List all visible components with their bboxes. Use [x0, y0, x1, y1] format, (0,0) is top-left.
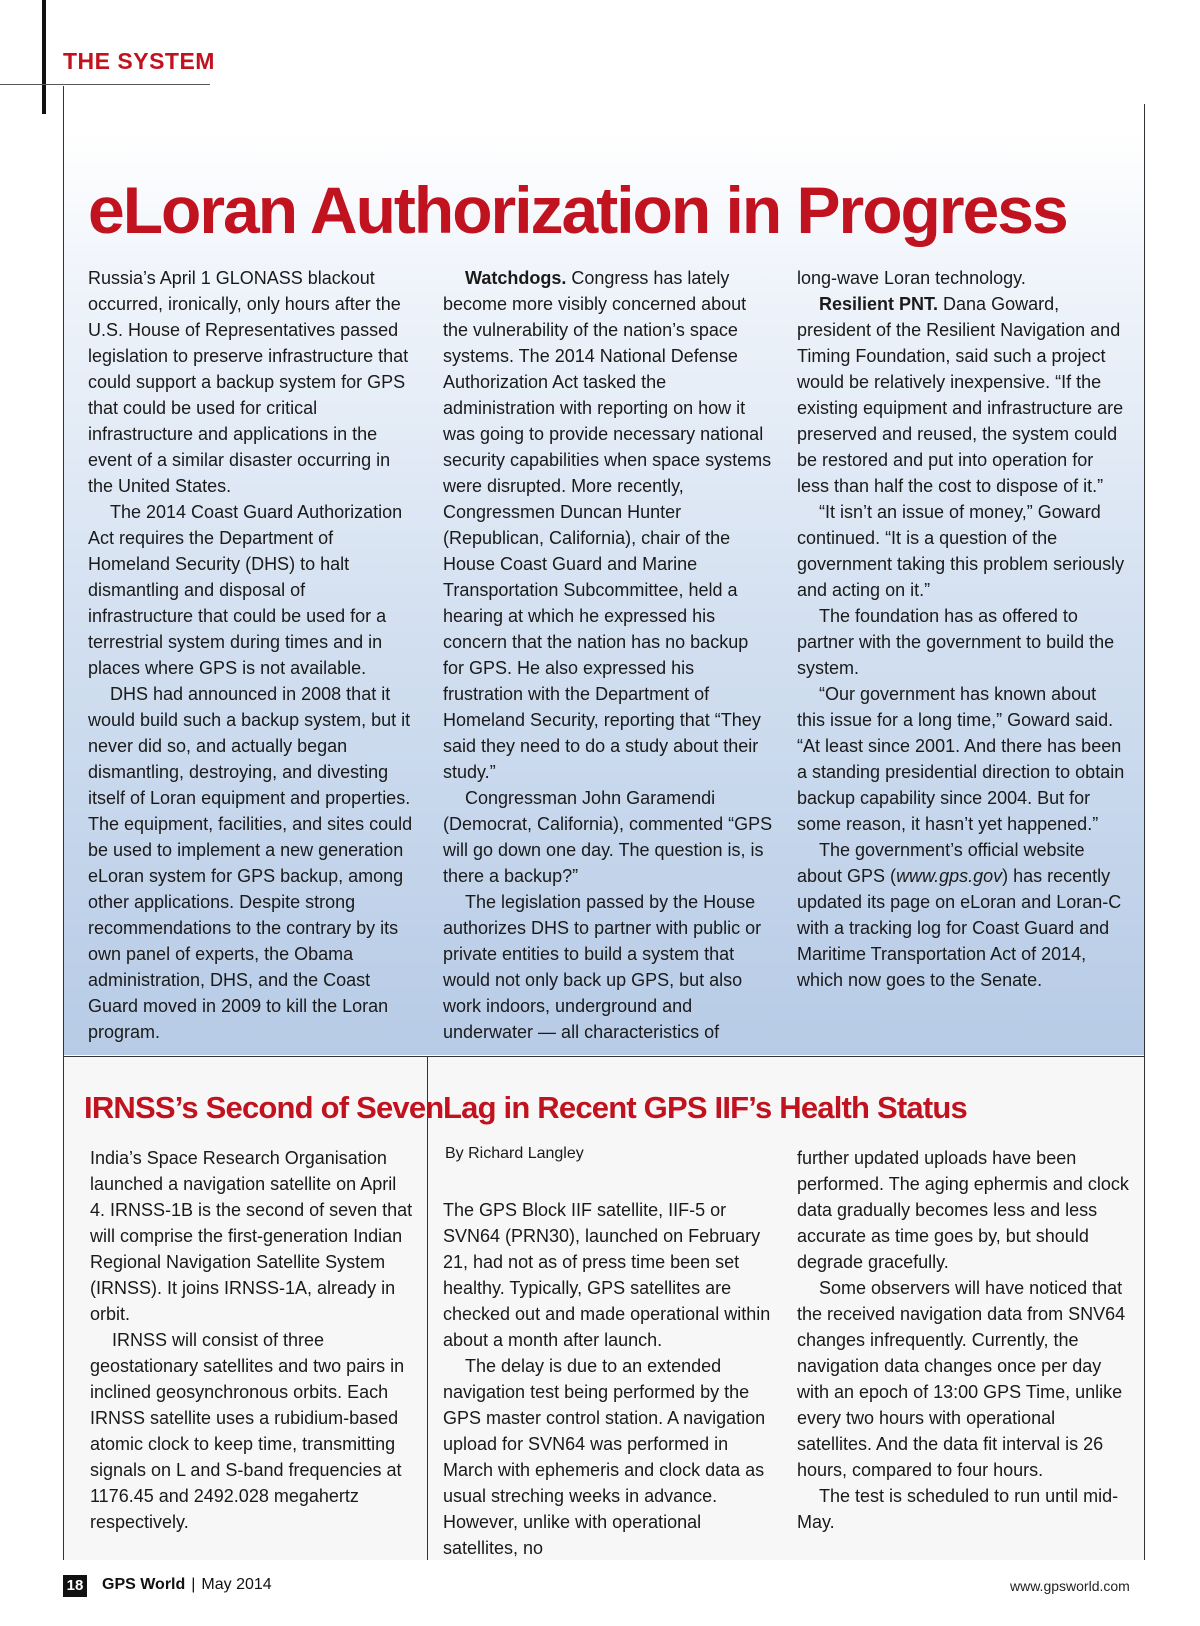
main-article-column-3: [797, 265, 1129, 993]
website-url: www.gps.gov: [896, 866, 1003, 886]
top-horizontal-rule: [0, 84, 210, 85]
paragraph: Russia’s April 1 GLONASS blackout occurred, ironically, only hours after the U.S. House of Representatives passed legislation to preserve infrastructure that could support a backup system for GPS that could be used for critical infrastructure and applications in the event of a similar disaster occurring in the United States.: [88, 268, 409, 496]
main-article-column-1: [88, 265, 414, 1045]
magazine-name: GPS World: [102, 1576, 186, 1593]
paragraph-resilient-pnt: [797, 291, 1129, 499]
gps-article-byline: By Richard Langley: [445, 1145, 584, 1162]
gps-article-column-1: [443, 1197, 773, 1561]
gps-article-title: Lag in Recent GPS IIF’s Health Status: [443, 1090, 967, 1125]
paragraph-website: [797, 837, 1129, 993]
run-in-heading: Resilient PNT.: [819, 294, 939, 314]
article-divider-horizontal: [64, 1056, 1144, 1057]
gps-article-column-2: [797, 1145, 1129, 1535]
top-left-vertical-rule: [42, 0, 46, 114]
run-in-heading: Watchdogs.: [465, 268, 567, 288]
paragraph-text: ) has recently updated its page on eLoran and Loran-C with a tracking log for Coast Guard and Maritime Transportation Act of 2014, which now goes to the Senate.: [797, 866, 1122, 990]
footer-publication: [102, 1576, 272, 1594]
issue-date: May 2014: [201, 1576, 272, 1593]
paragraph: long-wave Loran technology.: [797, 268, 1026, 288]
irnss-article-body: [90, 1145, 415, 1535]
paragraph: DHS had announced in 2008 that it would build such a backup system, but it never did so, and actually began dismantling, destroying, and divesting itself of Loran equipment and properties. The equipment, facilities, and sites could be used to implement a new generation eLoran system for GPS backup, among other applications. Despite strong recommendations to the contrary by its own panel of experts, the Obama administration, DHS, and the Coast Guard moved in 2009 to kill the Loran program.: [88, 684, 413, 1042]
irnss-article-title: IRNSS’s Second of Seven: [84, 1090, 444, 1125]
paragraph: further updated uploads have been performed. The aging ephermis and clock data gradually becomes less and less accurate as time goes by, but should degrade gracefully.: [797, 1148, 1129, 1272]
article-divider-vertical: [427, 1057, 428, 1560]
paragraph: Congressman John Garamendi (Democrat, California), commented “GPS will go down one day. The question is, is there a backup?”: [443, 788, 773, 886]
paragraph: “It isn’t an issue of money,” Goward continued. “It is a question of the government taking this problem seriously and acting on it.”: [797, 502, 1125, 600]
paragraph: Some observers will have noticed that the received navigation data from SNV64 changes infrequently. Currently, the navigation data changes once per day with an epoch of 13:00 GPS Time, unlike every two hours with operational satellites. And the data fit interval is 26 hours, compared to four hours.: [797, 1278, 1126, 1480]
paragraph-text: Congress has lately become more visibly concerned about the vulnerability of the nation’s space systems. The 2014 National Defense Authorization Act tasked the administration with reporting on how it was going to provide necessary national security capabilities when space systems were disrupted. More recently, Congressmen Duncan Hunter (Republican, California), chair of the House Coast Guard and Marine Transportation Subcommittee, held a hearing at which he expressed his concern that the nation has no backup for GPS. He also expressed his frustration with the Department of Homeland Security, reporting that “They said they need to do a study about their study.”: [443, 268, 772, 782]
paragraph: The 2014 Coast Guard Authorization Act requires the Department of Homeland Security (DHS) to halt dismantling and disposal of infrastructure that could be used for a terrestrial system during times and in places where GPS is not available.: [88, 502, 403, 678]
paragraph-text: The government’s official website about GPS (: [797, 840, 1085, 886]
frame-left-rule: [63, 86, 64, 1560]
main-article-title: eLoran Authorization in Progress: [88, 173, 1067, 247]
footer-website: www.gpsworld.com: [1010, 1578, 1130, 1594]
footer-separator: |: [191, 1576, 196, 1593]
paragraph: The foundation has as offered to partner with the government to build the system.: [797, 606, 1115, 678]
frame-right-rule: [1144, 104, 1145, 1560]
section-label: THE SYSTEM: [63, 48, 215, 74]
paragraph-text: Dana Goward, president of the Resilient Navigation and Timing Foundation, said such a project would be relatively inexpensive. “If the existing equipment and infrastructure are preserved and reused, the system could be restored and put into operation for less than half the cost to dispose of it.”: [797, 294, 1124, 496]
page-number: 18: [63, 1575, 87, 1597]
paragraph: The legislation passed by the House authorizes DHS to partner with public or private entities to build a system that would not only back up GPS, but also work indoors, underground and underwater — all characteristics of: [443, 892, 762, 1042]
paragraph-watchdogs: [443, 265, 773, 785]
paragraph: IRNSS will consist of three geostationary satellites and two pairs in inclined geosynchronous orbits. Each IRNSS satellite uses a rubidium-based atomic clock to keep time, transmitting signals on L and S-band frequencies at 1176.45 and 2492.028 megahertz respectively.: [90, 1330, 405, 1532]
paragraph: India’s Space Research Organisation launched a navigation satellite on April 4. IRNSS-1B is the second of seven that will comprise the first-generation Indian Regional Navigation Satellite System (IRNSS). It joins IRNSS-1A, already in orbit.: [90, 1148, 413, 1324]
paragraph: The delay is due to an extended navigation test being performed by the GPS master control station. A navigation upload for SVN64 was performed in March with ephemeris and clock data as usual streching weeks in advance. However, unlike with operational satellites, no: [443, 1356, 766, 1558]
paragraph: The test is scheduled to run until mid-May.: [797, 1486, 1119, 1532]
paragraph: “Our government has known about this issue for a long time,” Goward said. “At least since 2001. And there has been a standing presidential direction to obtain backup capability since 2004. But for some reason, it hasn’t yet happened.”: [797, 684, 1125, 834]
paragraph: The GPS Block IIF satellite, IIF-5 or SVN64 (PRN30), launched on February 21, had not as of press time been set healthy. Typically, GPS satellites are checked out and made operational within about a month after launch.: [443, 1200, 771, 1350]
main-article-column-2: [443, 265, 773, 1045]
